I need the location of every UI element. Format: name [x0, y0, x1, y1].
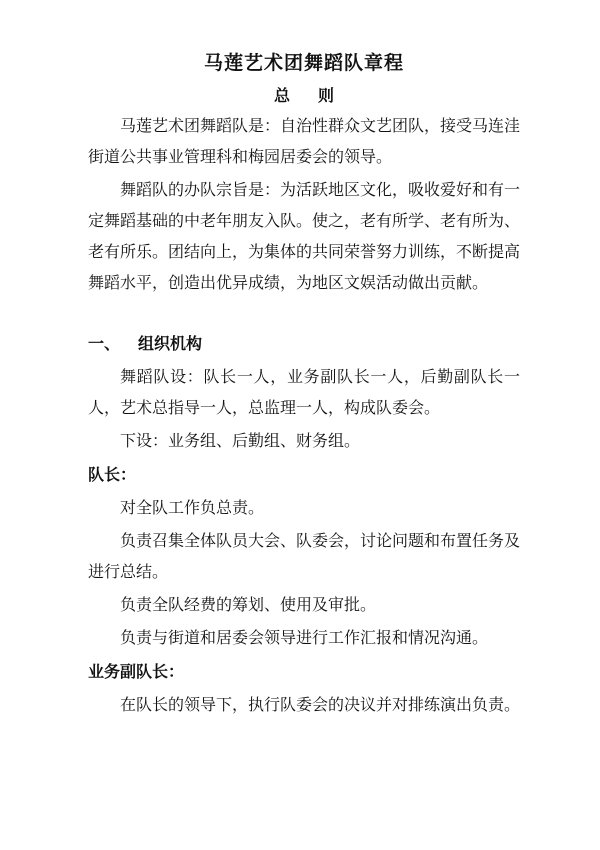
document-title: 马莲艺术团舞蹈队章程 [203, 52, 404, 74]
captain-duty-4: 负责与街道和居委会领导进行工作汇报和情况沟通。 [120, 628, 489, 647]
section-heading-text: 组织机构 [138, 334, 203, 353]
document-page [88, 50, 520, 720]
organization-paragraph-2: 下设：业务组、后勤组、财务组。 [120, 431, 361, 450]
vice-captain-business-duty-1: 在队长的领导下，执行队委会的决议并对排练演出负责。 [120, 695, 521, 714]
captain-heading: 队长： [88, 465, 137, 484]
captain-duty-2: 负责召集全体队员大会、队委会，讨论问题和布置任务及进行总结。 [88, 531, 521, 581]
captain-duty-1: 对全队工作负总责。 [120, 498, 265, 517]
general-paragraph-1: 马莲艺术团舞蹈队是：自治性群众文艺团队，接受马连洼街道公共事业管理科和梅园居委会的领导。 [88, 116, 521, 166]
vice-captain-business-heading: 业务副队长： [88, 662, 185, 681]
captain-duty-3: 负责全队经费的筹划、使用及审批。 [120, 595, 377, 614]
organization-paragraph-1: 舞蹈队设：队长一人，业务副队长一人，后勤副队长一人，艺术总指导一人，总监理一人，构成队委会。 [88, 367, 520, 417]
section-number: 一、 [88, 334, 121, 353]
section-title-general: 总则 [273, 86, 362, 105]
section-heading-organization [88, 328, 520, 359]
general-paragraph-2: 舞蹈队的办队宗旨是：为活跃地区文化，吸收爱好和有一定舞蹈基础的中老年朋友入队。使之，老有所学、老有所为、老有所乐。团结向上，为集体的共同荣誉努力训练，不断提高舞蹈水平，创造出优异成绩，为地区文娱活动做出贡献。 [88, 180, 521, 292]
